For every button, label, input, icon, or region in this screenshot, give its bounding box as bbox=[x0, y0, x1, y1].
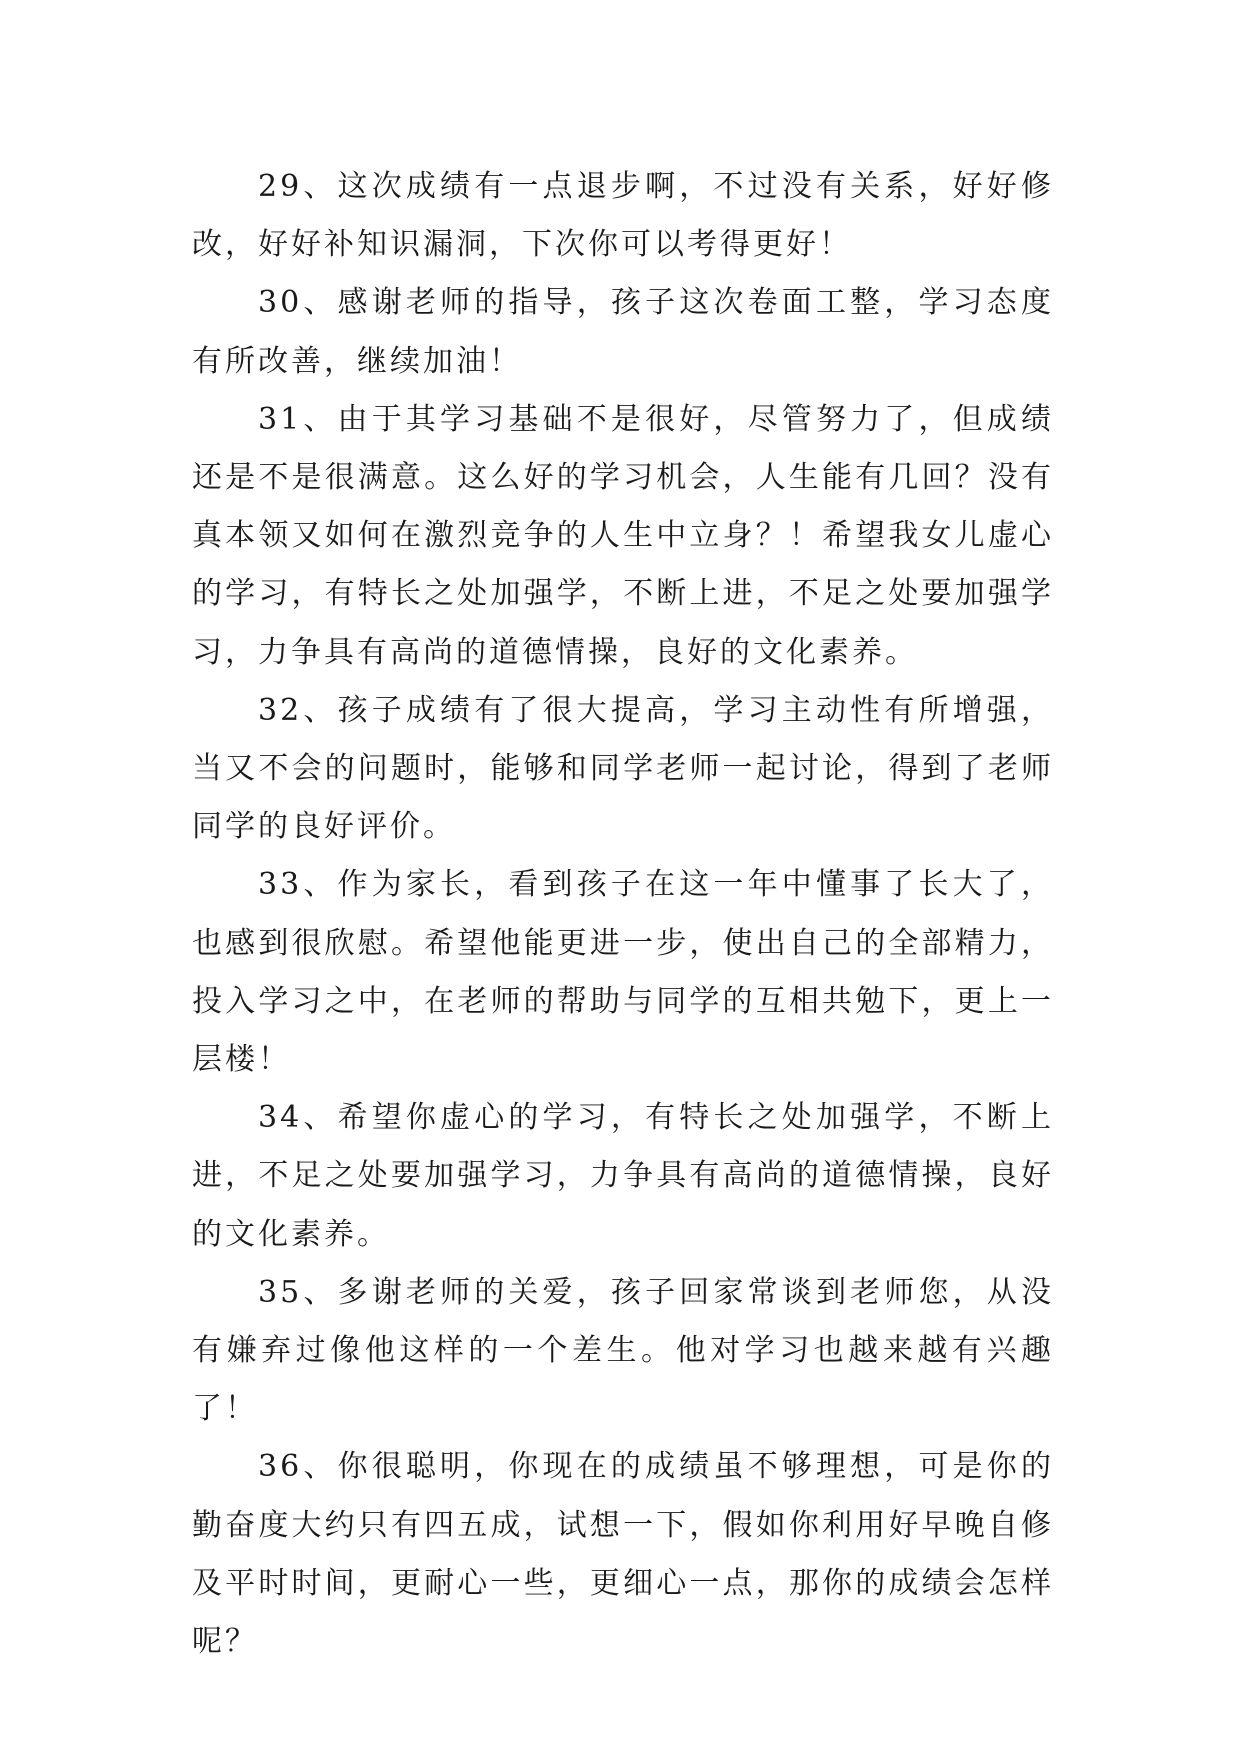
paragraph-30: 30、感谢老师的指导，孩子这次卷面工整，学习态度有所改善，继续加油！ bbox=[192, 285, 1054, 379]
document-body bbox=[192, 158, 1054, 1671]
paragraph-29: 29、这次成绩有一点退步啊，不过没有关系，好好修改，好好补知识漏洞，下次你可以考得更好！ bbox=[192, 169, 1054, 263]
paragraph-32: 32、孩子成绩有了很大提高，学习主动性有所增强，当又不会的问题时，能够和同学老师一起讨论，得到了老师同学的良好评价。 bbox=[192, 692, 1054, 845]
paragraph-33: 33、作为家长，看到孩子在这一年中懂事了长大了，也感到很欣慰。希望他能更进一步，使出自己的全部精力，投入学习之中，在老师的帮助与同学的互相共勉下，更上一层楼！ bbox=[192, 867, 1054, 1078]
paragraph-35: 35、多谢老师的关爱，孩子回家常谈到老师您，从没有嫌弃过像他这样的一个差生。他对学习也越来越有兴趣了！ bbox=[192, 1274, 1054, 1427]
paragraph-34: 34、希望你虚心的学习，有特长之处加强学，不断上进，不足之处要加强学习，力争具有高尚的道德情操，良好的文化素养。 bbox=[192, 1100, 1054, 1252]
paragraph-36: 36、你很聪明，你现在的成绩虽不够理想，可是你的勤奋度大约只有四五成，试想一下，假如你利用好早晚自修及平时时间，更耐心一些，更细心一点，那你的成绩会怎样呢？ bbox=[192, 1449, 1054, 1660]
paragraph-31: 31、由于其学习基础不是很好，尽管努力了，但成绩还是不是很满意。这么好的学习机会，人生能有几回？没有真本领又如何在激烈竞争的人生中立身？！希望我女儿虚心的学习，有特长之处加强学，不断上进，不足之处要加强学习，力争具有高尚的道德情操，良好的文化素养。 bbox=[192, 401, 1054, 670]
